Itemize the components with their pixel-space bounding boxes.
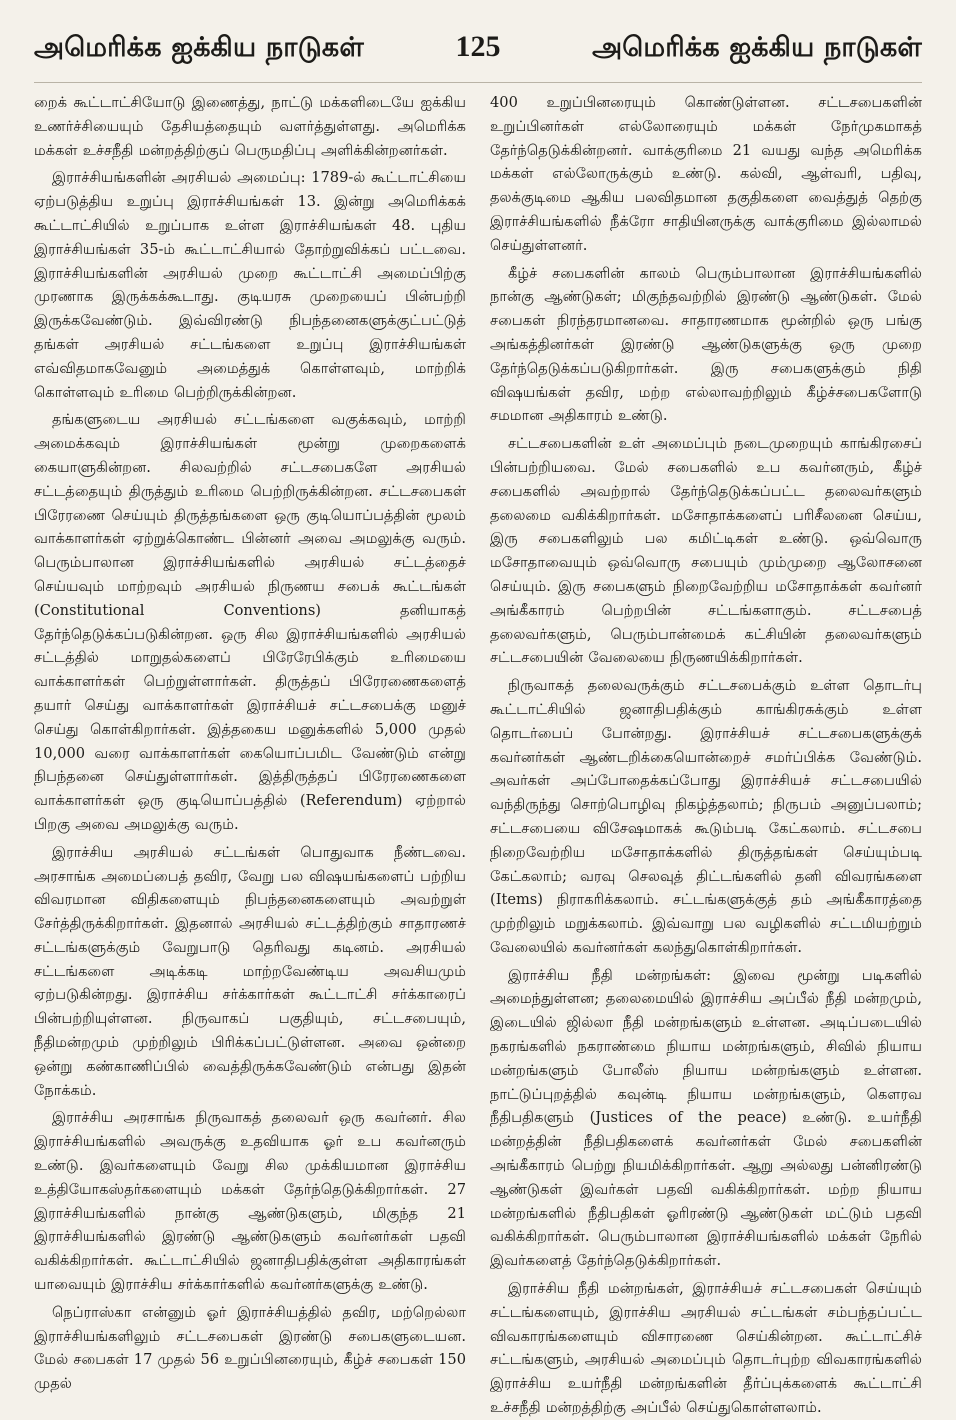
paragraph: நிருவாகத் தலைவருக்கும் சட்டசபைக்கும் உள்ள தொடர்பு கூட்டாட்சியில் ஜனாதிபதிக்கும் காங்கிரசுக்கும் உள்ள தொடர்பைப் போன்றது. இராச்சியச் சட்டசபைகளுக்குக் கவர்னர்கள் ஆண்டறிக்கையொன்றைச் சமர்ப்பிக்க வேண்டும். அவர்கள் அப்போதைக்கப்போது இராச்சியச் சட்டசபையில் வந்திருந்து சொற்பொழிவு நிகழ்த்தலாம்; நிருபம் அனுப்பலாம்; சட்டசபையை விசேஷமாகக் கூடும்படி கேட்கலாம். சட்டசபை நிறைவேற்றிய மசோதாக்களில் திருத்தங்கள் செய்யும்படி கேட்கலாம்; வரவு செலவுத் திட்டங்களில் தனி விவரங்களை (Items) நிராகரிக்கலாம். சட்டங்களுக்குத் தம் அங்கீகாரத்தை முற்றிலும் மறுக்கலாம். இவ்வாறு பல வழிகளில் சட்டமியற்றும் வேலையில் கவர்னர்கள் கலந்துகொள்கிறார்கள். [490, 677, 922, 956]
paragraph: சட்டசபைகளின் உள் அமைப்பும் நடைமுறையும் காங்கிரசைப் பின்பற்றியவை. மேல் சபைகளில் உப கவர்னரும், கீழ்ச் சபைகளில் அவற்றால் தேர்ந்தெடுக்கப்பட்ட தலைவர்களும் தலைமை வகிக்கிறார்கள். மசோதாக்களைப் பரிசீலனை செய்ய, இரு சபைகளிலும் பல கமிட்டிகள் உண்டு. ஒவ்வொரு மசோதாவையும் ஒவ்வொரு சபையும் மும்முறை ஆலோசனை செய்யும். இரு சபைகளும் நிறைவேற்றிய மசோதாக்கள் கவர்னர் அங்கீகாரம் பெற்றபின் சட்டங்களாகும். சட்டசபைத் தலைவர்களும், பெரும்பான்மைக் கட்சியின் தலைவர்களும் சட்டசபையின் வேலையை நிருணயிக்கிறார்கள். [490, 435, 922, 667]
paragraph: தங்களுடைய அரசியல் சட்டங்களை வகுக்கவும், மாற்றி அமைக்கவும் இராச்சியங்கள் மூன்று முறைகளைக் கையாளுகின்றன. சிலவற்றில் சட்டசபைகளே அரசியல் சட்டத்தையும் திருத்தும் உரிமை பெற்றிருக்கின்றன. சட்டசபைகள் பிரேரணை செய்யும் திருத்தங்களை ஒரு குடியொப்பத்தின் மூலம் வாக்காளர்கள் ஏற்றுக்கொண்ட பின்னர் அவை அமலுக்கு வரும். பெரும்பாலான இராச்சியங்களில் அரசியல் சட்டத்தைச் செய்யவும் மாற்றவும் அரசியல் நிருணய சபைக் கூட்டங்கள் (Constitutional Conventions) தனியாகத் தேர்ந்தெடுக்கப்படுகின்றன. ஒரு சில இராச்சியங்களில் அரசியல் சட்டத்தில் மாறுதல்களைப் பிரேரேபிக்கும் உரிமையை வாக்காளர்கள் பெற்றுள்ளார்கள். திருத்தப் பிரேரணைகளைத் தயார் செய்து வாக்காளர்கள் இராச்சியச் சட்டசபைக்கு மனுச் செய்து கொள்கிறார்கள். இத்தகைய மனுக்களில் 5,000 முதல் 10,000 வரை வாக்காளர்கள் கையொப்பமிட வேண்டும் என்று நிபந்தனை செய்துள்ளார்கள். இத்திருத்தப் பிரேரணைகளை வாக்காளர்கள் ஒரு குடியொப்பத்தில் (Referendum) ஏற்றால் பிறகு அவை அமலுக்கு வரும். [34, 411, 466, 833]
page-header [34, 30, 922, 83]
paragraph: இராச்சிய நீதி மன்றங்கள்: இவை மூன்று படிகளில் அமைந்துள்ளன; தலைமையில் இராச்சிய அப்பீல் நீதி மன்றமும், இடையில் ஜில்லா நீதி மன்றங்களும் உள்ளன. அடிப்படையில் நகரங்களில் நகராண்மை நியாய மன்றங்களும், சிவில் நியாய மன்றங்களும் போலீஸ் நியாய மன்றங்களும் உள்ளன. நாட்டுப்புறத்தில் கவுன்டி நியாய மன்றங்களும், கௌரவ நீதிபதிகளும் (Justices of the peace) உண்டு. உயர்நீதி மன்றத்தின் நீதிபதிகளைக் கவர்னர்கள் மேல் சபைகளின் அங்கீகாரம் பெற்று நியமிக்கிறார்கள். ஆறு அல்லது பன்னிரண்டு ஆண்டுகள் இவர்கள் பதவி வகிக்கிறார்கள். மற்ற நியாய மன்றங்களில் நீதிபதிகள் ஓரிரண்டு ஆண்டுகள் மட்டும் பதவி வகிக்கிறார்கள். பெரும்பாலான இராச்சியங்களில் மக்கள் நேரில் இவர்களைத் தேர்ந்தெடுக்கிறார்கள். [490, 966, 922, 1270]
running-head-left: அமெரிக்க ஐக்கிய நாடுகள் [34, 32, 364, 63]
right-column [490, 91, 922, 1417]
left-column [34, 91, 466, 1401]
paragraph: இராச்சிய அரசியல் சட்டங்கள் பொதுவாக நீண்டவை. அரசாங்க அமைப்பைத் தவிர, வேறு பல விஷயங்களைப் பற்றிய விவரமான விதிகளையும் நிபந்தனைகளையும் அவற்றுள் சேர்த்திருக்கிறார்கள். இதனால் அரசியல் சட்டத்திற்கும் சாதாரணச் சட்டங்களுக்கும் வேறுபாடு தெரிவது கடினம். அரசியல் சட்டங்களை அடிக்கடி மாற்றவேண்டிய அவசியமும் ஏற்படுகின்றது. இராச்சிய சர்க்கார்கள் கூட்டாட்சி சர்க்காரைப் பின்பற்றியுள்ளன. நிருவாகப் பகுதியும், சட்டசபையும், நீதிமன்றமும் முற்றிலும் பிரிக்கப்பட்டுள்ளன. அவை ஒன்றை ஒன்று கண்காணிப்பில் வைத்திருக்கவேண்டும் என்பது இதன் நோக்கம். [34, 843, 466, 1099]
paragraph: நெப்ராஸ்கா என்னும் ஓர் இராச்சியத்தில் தவிர, மற்றெல்லா இராச்சியங்களிலும் சட்டசபைகள் இரண்டு சபைகளுடையன. மேல் சபைகள் 17 முதல் 56 உறுப்பினரையும், கீழ்ச் சபைகள் 150 முதல் [34, 1303, 466, 1393]
paragraph: றைக் கூட்டாட்சியோடு இணைத்து, நாட்டு மக்களிடையே ஐக்கிய உணர்ச்சியையும் தேசியத்தையும் வளர்த்துள்ளது. அமெரிக்க மக்கள் உச்சநீதி மன்றத்திற்குப் பெருமதிப்பு அளிக்கின்றனர்கள். [34, 94, 466, 159]
paragraph: இராச்சிய அரசாங்க நிருவாகத் தலைவர் ஒரு கவர்னர். சில இராச்சியங்களில் அவருக்கு உதவியாக ஓர் உப கவர்னரும் உண்டு. இவர்களையும் வேறு சில முக்கியமான இராச்சிய உத்தியோகஸ்தர்களையும் மக்கள் தேர்ந்தெடுக்கிறார்கள். 27 இராச்சியங்களில் நான்கு ஆண்டுகளும், மிகுந்த 21 இராச்சியங்களில் இரண்டு ஆண்டுகளும் கவர்னர்கள் பதவி வகிக்கிறார்கள். கூட்டாட்சியில் ஜனாதிபதிக்குள்ள அதிகாரங்கள் யாவையும் இராச்சிய சர்க்கார்களில் கவர்னர்களுக்கு உண்டு. [34, 1109, 466, 1294]
paragraph: 400 உறுப்பினரையும் கொண்டுள்ளன. சட்டசபைகளின் உறுப்பினர்கள் எல்லோரையும் மக்கள் நேர்முகமாகத் தேர்ந்தெடுக்கின்றனர். வாக்குரிமை 21 வயது வந்த அமெரிக்க மக்கள் எல்லோருக்கும் உண்டு. கல்வி, ஆள்வரி, பதிவு, தலக்குடிமை ஆகிய பலவிதமான தகுதிகளை வைத்துத் தெற்கு இராச்சியங்களில் நீக்ரோ சாதியினருக்கு வாக்குரிமை இல்லாமல் செய்துள்ளனர். [490, 94, 922, 254]
page-number: 125 [455, 30, 501, 63]
paragraph: கீழ்ச் சபைகளின் காலம் பெரும்பாலான இராச்சியங்களில் நான்கு ஆண்டுகள்; மிகுந்தவற்றில் இரண்டு ஆண்டுகள். மேல் சபைகள் நிரந்தரமானவை. சாதாரணமாக மூன்றில் ஒரு பங்கு அங்கத்தினர்கள் இரண்டு ஆண்டுகளுக்கு ஒரு முறை தேர்ந்தெடுக்கப்படுகிறார்கள். இரு சபைகளுக்கும் நிதி விஷயங்கள் தவிர, மற்ற எல்லாவற்றிலும் கீழ்ச்சபைகளோடு சமமான அதிகாரம் உண்டு. [490, 264, 922, 425]
paragraph: இராச்சிய நீதி மன்றங்கள், இராச்சியச் சட்டசபைகள் செய்யும் சட்டங்களையும், இராச்சிய அரசியல் சட்டங்கள் சம்பந்தப்பட்ட விவகாரங்களையும் விசாரணை செய்கின்றன. கூட்டாட்சிச் சட்டங்களும், அரசியல் அமைப்பும் தொடர்புற்ற விவகாரங்களில் இராச்சிய உயர்நீதி மன்றங்களின் தீர்ப்புக்களைக் கூட்டாட்சி உச்சநீதி மன்றத்திற்கு அப்பீல் செய்துகொள்ளலாம். [490, 1280, 922, 1417]
text-columns [34, 91, 922, 1417]
paragraph: இராச்சியங்களின் அரசியல் அமைப்பு: 1789-ல் கூட்டாட்சியை ஏற்படுத்திய உறுப்பு இராச்சியங்கள் 13. இன்று அமெரிக்கக் கூட்டாட்சியில் உறுப்பாக உள்ள இராச்சியங்கள் 48. புதிய இராச்சியங்கள் 35-ம் கூட்டாட்சியால் தோற்றுவிக்கப் பட்டவை. இராச்சியங்களின் அரசியல் முறை கூட்டாட்சி அமைப்பிற்கு முரணாக இருக்கக்கூடாது. குடியரசு முறையைப் பின்பற்றி இருக்கவேண்டும். இவ்விரண்டு நிபந்தனைகளுக்குட்பட்டுத் தங்கள் அரசியல் சட்டங்களை உறுப்பு இராச்சியங்கள் எவ்விதமாகவேனும் அமைத்துக் கொள்ளவும், மாற்றிக் கொள்ளவும் உரிமை பெற்றிருக்கின்றன. [34, 169, 466, 401]
running-head-right: அமெரிக்க ஐக்கிய நாடுகள் [592, 32, 922, 63]
